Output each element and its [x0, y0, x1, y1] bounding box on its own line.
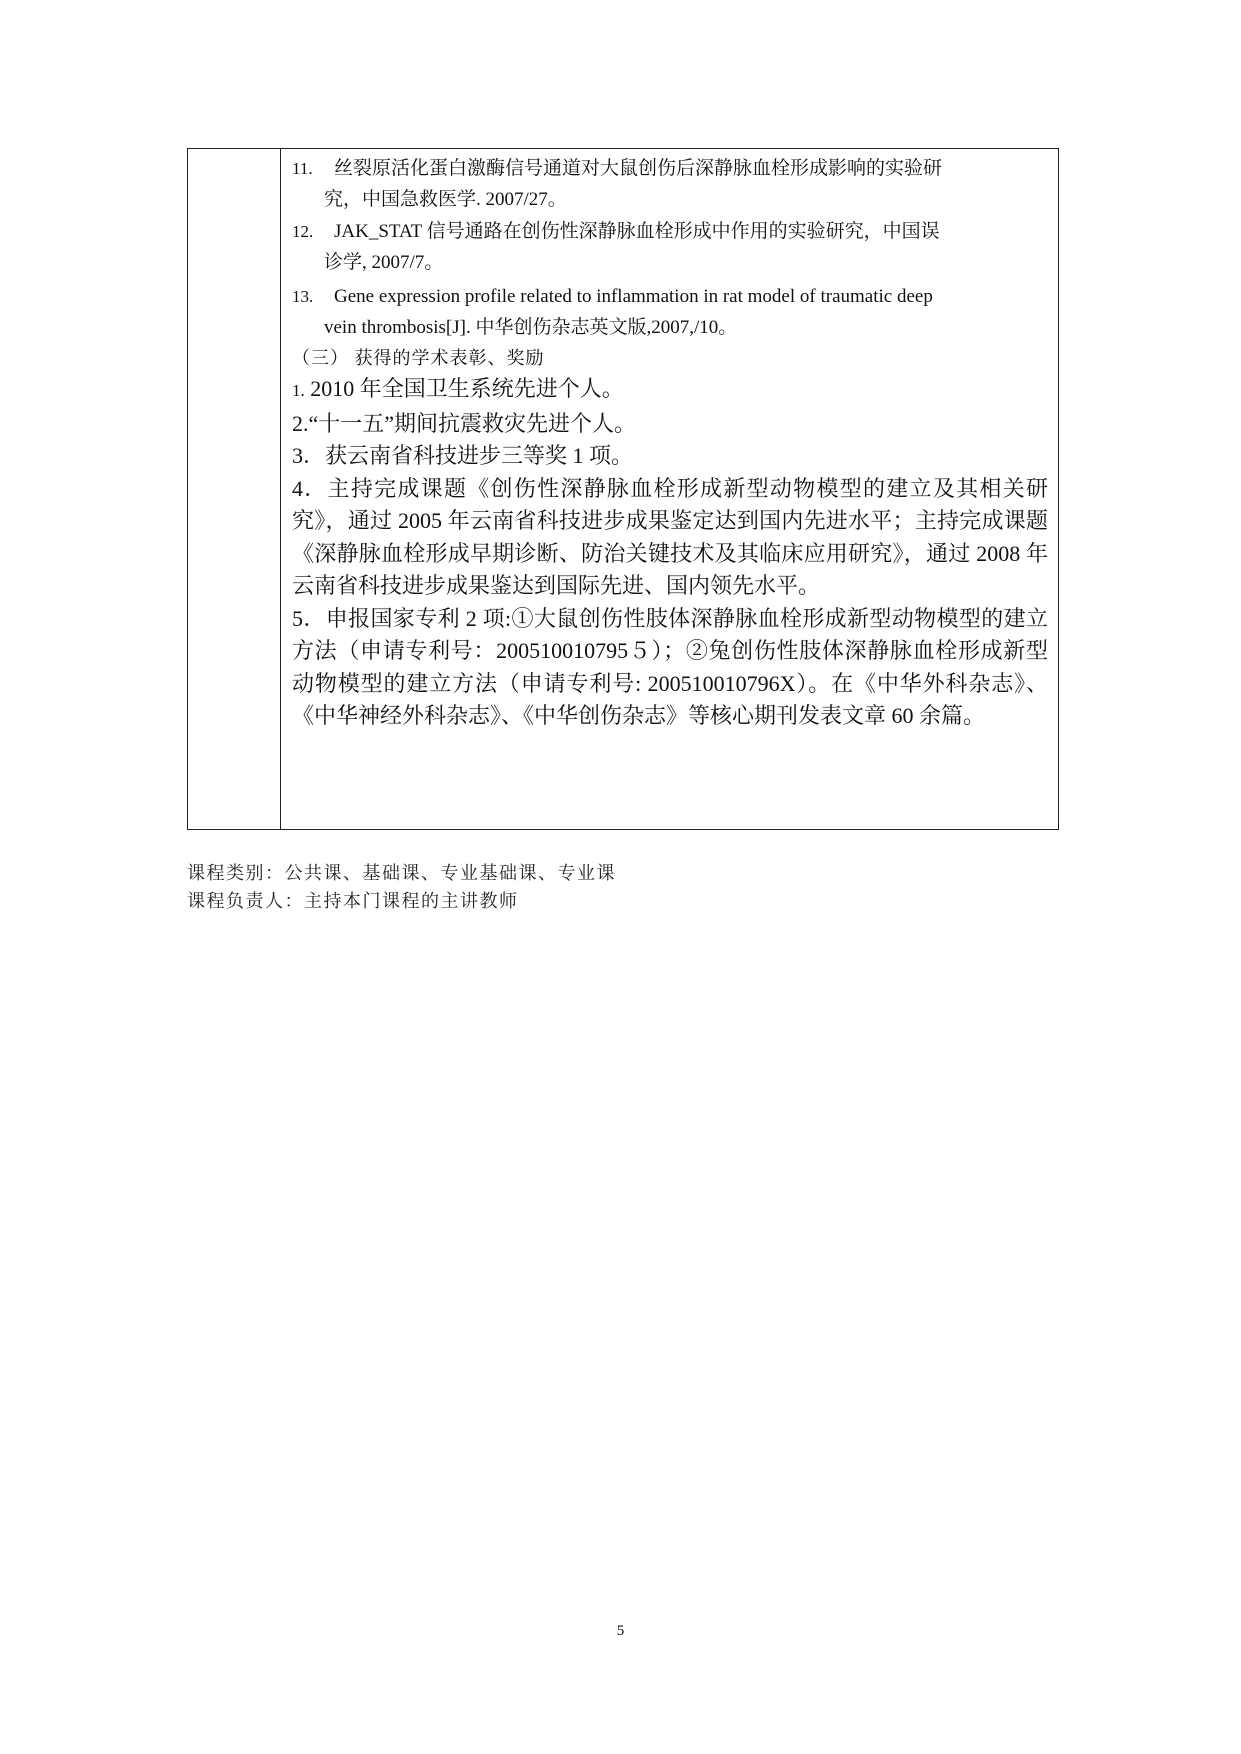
content-table	[187, 148, 1059, 830]
award-item-1	[292, 373, 1048, 408]
award-item-4: 4．主持完成课题《创伤性深静脉血栓形成新型动物模型的建立及其相关研究》，通过 2005 年云南省科技进步成果鉴定达到国内先进水平；主持完成课题《深静脉血栓形成早期诊断、防治关键技术及其临床应用研究》，通过 2008 年云南省科技进步成果鉴达到国际先进、国内领先水平。	[292, 475, 1048, 598]
page-number: 5	[616, 1623, 625, 1639]
reference-item-13	[292, 281, 1048, 343]
reference-text-line2: 究，中国急救医学. 2007/27。	[324, 189, 567, 210]
award-item-3: 3．获云南省科技进步三等奖 1 项。	[292, 443, 634, 468]
reference-item-12	[292, 216, 1048, 278]
reference-text-line1: JAK_STAT 信号通路在创伤性深静脉血栓形成中作用的实验研究，中国误	[334, 221, 940, 242]
reference-text-line2: 诊学, 2007/7。	[324, 252, 444, 273]
reference-text-line1: 丝裂原活化蛋白激酶信号通道对大鼠创伤后深静脉血栓形成影响的实验研	[334, 158, 943, 179]
note-course-leader: 课程负责人：主持本门课程的主讲教师	[187, 891, 519, 912]
awards-heading: （三） 获得的学术表彰、奖励	[292, 348, 545, 368]
reference-text-line2: vein thrombosis[J]. 中华创伤杂志英文版,2007,/10。	[324, 317, 738, 338]
reference-number: 13.	[292, 287, 314, 306]
reference-number: 11.	[292, 159, 313, 178]
reference-number: 12.	[292, 222, 314, 241]
award-item-5: 5．申报国家专利 2 项:①大鼠创伤性肢体深静脉血栓形成新型动物模型的建立方法（申请专利号：200510010795５）；②兔创伤性肢体深静脉血栓形成新型动物模型的建立方法（申请专利号: 200510010796X）。在《中华外科杂志》、《中华神经外科杂志》、《中华创伤杂志》等核心期刊发表文章 60 余篇。	[292, 605, 1048, 728]
award-number: 1.	[292, 381, 305, 400]
reference-item-11	[292, 153, 1048, 215]
note-course-category: 课程类别：公共课、基础课、专业基础课、专业课	[187, 863, 616, 884]
table-label-column	[188, 149, 281, 829]
reference-text-line1: Gene expression profile related to inflammation in rat model of traumatic deep	[334, 286, 933, 307]
table-content-column	[282, 149, 1058, 829]
footnotes	[187, 860, 616, 916]
award-item-2: 2.“十一五”期间抗震救灾先进个人。	[292, 410, 637, 436]
award-text: 2010 年全国卫生系统先进个人。	[304, 376, 624, 401]
